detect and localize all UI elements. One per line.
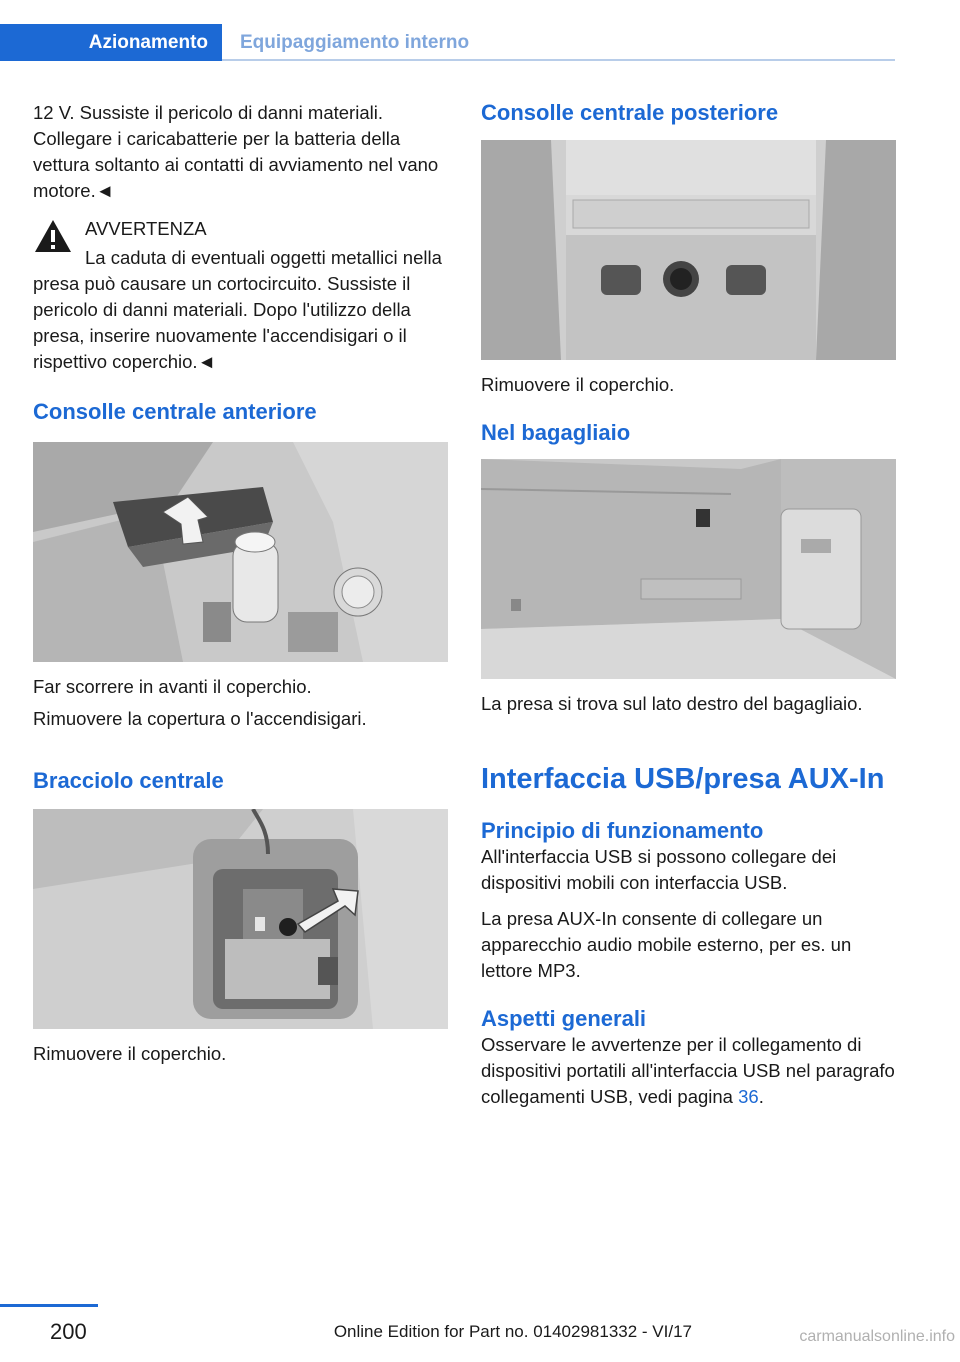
trunk-text: La presa si trova sul lato destro del bagagliaio.: [481, 693, 863, 714]
heading-armrest: Bracciolo centrale: [33, 768, 224, 793]
rear-console-image: [481, 140, 896, 360]
front-console-image: [33, 442, 448, 662]
right-column: [481, 100, 896, 1110]
heading-general: Aspetti generali: [481, 1006, 647, 1031]
armrest-step: Rimuovere il coperchio.: [33, 1043, 227, 1064]
trunk-image: [481, 459, 896, 679]
rear-step: Rimuovere il coperchio.: [481, 374, 675, 395]
heading-trunk: Nel bagagliaio: [481, 420, 631, 445]
edition-text: Online Edition for Part no. 01402981332 - VI/17: [333, 1322, 692, 1341]
section-tab[interactable]: Equipaggiamento interno: [240, 31, 470, 53]
footer-divider: [0, 1304, 98, 1307]
general-paragraph: Osservare le avvertenze per il collegamento di dispositivi portatili all'interfaccia USB nel paragrafo collegamenti USB, vedi pagina 36.: [481, 1034, 895, 1107]
principle-paragraph-1: All'interfaccia USB si possono collegare dei dispositivi mobili con interfaccia USB.: [481, 846, 837, 893]
intro-paragraph: 12 V. Sussiste il pericolo di danni materiali. Collegare i caricabatterie per la batteria della vettura soltanto ai contatti di avviamento nel vano motore.◄: [33, 102, 439, 201]
chapter-tab[interactable]: Azionamento: [0, 24, 222, 61]
warning-block: [33, 216, 448, 375]
heading-usb-aux: Interfaccia USB/presa AUX-In: [481, 763, 885, 795]
watermark: carmanualsonline.info: [799, 1328, 955, 1345]
heading-front-console: Consolle centrale anteriore: [33, 399, 317, 424]
page-header: [0, 24, 895, 64]
armrest-image: [33, 809, 448, 1029]
left-column: [33, 100, 448, 1067]
page-link[interactable]: 36: [738, 1086, 759, 1107]
warning-text: La caduta di eventuali oggetti metallici nella presa può causare un cortocircuito. Sussiste il pericolo di danni materiali. Dopo l'utilizzo della presa, inserire nuovamente l'accendisigari o il rispettivo coperchio.◄: [33, 247, 442, 372]
heading-principle: Principio di funzionamento: [481, 818, 764, 843]
warning-title: AVVERTENZA: [85, 218, 207, 239]
heading-rear-console: Consolle centrale posteriore: [481, 100, 779, 125]
front-step-2: Rimuovere la copertura o l'accendisigari.: [33, 708, 367, 729]
header-divider: [222, 59, 895, 61]
page-number: 200: [50, 1319, 87, 1344]
principle-paragraph-2: La presa AUX-In consente di collegare un apparecchio audio mobile esterno, per es. un lettore MP3.: [481, 908, 852, 981]
front-step-1: Far scorrere in avanti il coperchio.: [33, 676, 312, 697]
warning-triangle-icon: [33, 218, 73, 254]
